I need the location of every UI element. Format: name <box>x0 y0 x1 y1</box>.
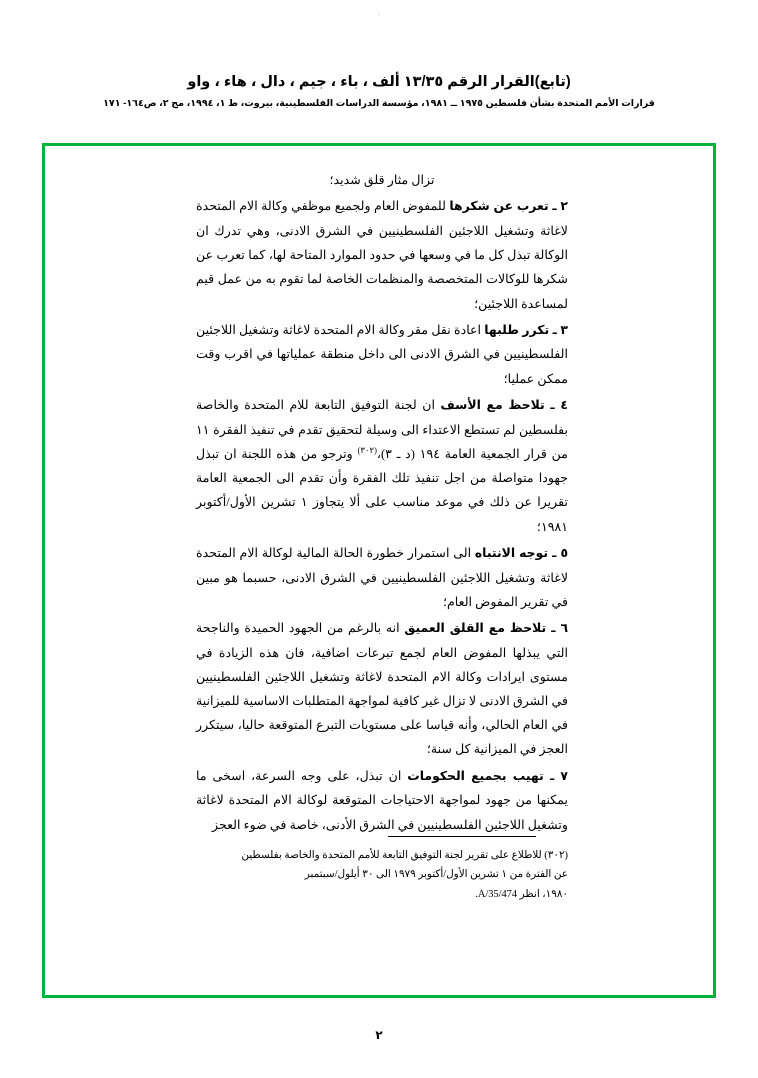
footnote-line: عن الفترة من ١ تشرين الأول/أكتوبر ١٩٧٩ الى ٣٠ أيلول/سبتمبر <box>304 869 568 881</box>
paragraph-text: تزال مثار قلق شديد؛ <box>329 173 435 187</box>
paragraph-2 <box>196 194 568 316</box>
paragraph-text: انه بالرغم من الجهود الحميدة والناجحة التي يبذلها المفوض العام لجمع تبرعات اضافية، فان هذه الزيادة في مستوى ايرادات وكالة الام المتحدة لاغاثة وتشغيل اللاجئين الفلسطينيين في الشرق الادنى لا تزال غير كافية لمواجهة المتطلبات الاساسية للميزانية في العام الحالي، وأنه قياسا على مستويات التبرع المتوقعة حاليا، سيتكرر العجز في الميزانية كل سنة؛ <box>196 620 568 757</box>
paragraph-text-after: وترجو من هذه اللجنة ان تبذل جهودا متواصلة من اجل تنفيذ تلك الفقرة وأن تقدم الى الجمعية العامة تقريرا عن ذلك في موعد مناسب على ألا يتجاوز ١ تشرين الأول/أكتوبر ١٩٨١؛ <box>196 447 568 534</box>
paragraph-lead: ٢ ـ تعرب عن شكرها <box>449 199 568 214</box>
footnote-line: ١٩٨٠، انظر A/35/474. <box>475 888 568 900</box>
paragraph-text: للمفوض العام ولجميع موظفي وكالة الام المتحدة لاغاثة وتشغيل اللاجئين الفلسطينيين في الشرق الادنى، وهي تدرك ان الوكالة تبذل كل ما في وسعها في حدود الموارد المتاحة لها، كما تعرب عن شكرها للوكالات المتخصصة والمنظمات الخاصة لما تقوم به من عمل قيم لمساعدة اللاجئين؛ <box>196 199 568 311</box>
paragraph-6 <box>196 616 568 762</box>
paragraph-lead: ٥ ـ توجه الانتباه <box>474 545 569 560</box>
body-text <box>196 168 568 839</box>
paragraph-text: اعادة نقل مقر وكالة الام المتحدة لاغاثة وتشغيل اللاجئين الفلسطينيين في الشرق الادنى الى داخل منطقة عملياتها في اقرب وقت ممكن عمليا؛ <box>196 322 568 386</box>
footnote-block <box>196 846 568 904</box>
page-number: ٢ <box>375 1028 383 1042</box>
footnote-line: (٣٠٢) للاطلاع على تقرير لجنة التوفيق التابعة للأمم المتحدة والخاصة بفلسطين <box>241 850 568 861</box>
document-header <box>0 72 758 109</box>
source-citation: قرارات الأمم المتحدة بشأن فلسطين ١٩٧٥ ــ ١٩٨١، مؤسسة الدراسات الفلسطينية، بيروت، ط ١، ١٩٩٤، مج ٢، ص١٦٤- ١٧١ <box>103 98 655 110</box>
paragraph-3 <box>196 318 568 391</box>
paragraph-text: الى استمرار خطورة الحالة المالية لوكالة الام المتحدة لاغاثة وتشغيل اللاجئين الفلسطينيين في الشرق الادنى، حسبما هو مبين في تقرير المفوض العام؛ <box>196 545 568 609</box>
footnote-marker: (٣٠٢) <box>357 444 377 455</box>
paragraph-7 <box>196 764 568 837</box>
paragraph-continuation <box>196 168 568 192</box>
paragraph-5 <box>196 541 568 614</box>
paragraph-text: ان لجنة التوفيق التابعة للام المتحدة والخاصة بفلسطين لم تستطع الاعتداء الى وسيلة لتحقيق تقدم في تنفيذ الفقرة ١١ من قرار الجمعية العامة ١٩٤ (د ـ ٣)، <box>196 397 568 461</box>
paragraph-lead: ٧ ـ تهيب بجميع الحكومات <box>407 768 568 783</box>
paragraph-lead: ٤ ـ تلاحظ مع الأسف <box>440 397 568 412</box>
paragraph-4 <box>196 393 568 539</box>
paragraph-text: ان تبذل، على وجه السرعة، اسخى ما يمكنها من جهود لمواجهة الاحتياجات المتوقعة لوكالة الام المتحدة لاغاثة وتشغيل اللاجئين الفلسطينيين في الشرق الأدنى، خاصة في ضوء العجز <box>196 768 568 832</box>
footnote-separator <box>388 836 536 837</box>
top-registration-mark: · <box>377 11 381 19</box>
paragraph-lead: ٦ ـ تلاحظ مع القلق العميق <box>404 620 569 635</box>
paragraph-lead: ٣ ـ تكرر طلبها <box>484 322 568 337</box>
page-title: (تابع)القرار الرقم ١٣/٣٥ ألف ، باء ، جيم ، دال ، هاء ، واو <box>187 74 571 90</box>
